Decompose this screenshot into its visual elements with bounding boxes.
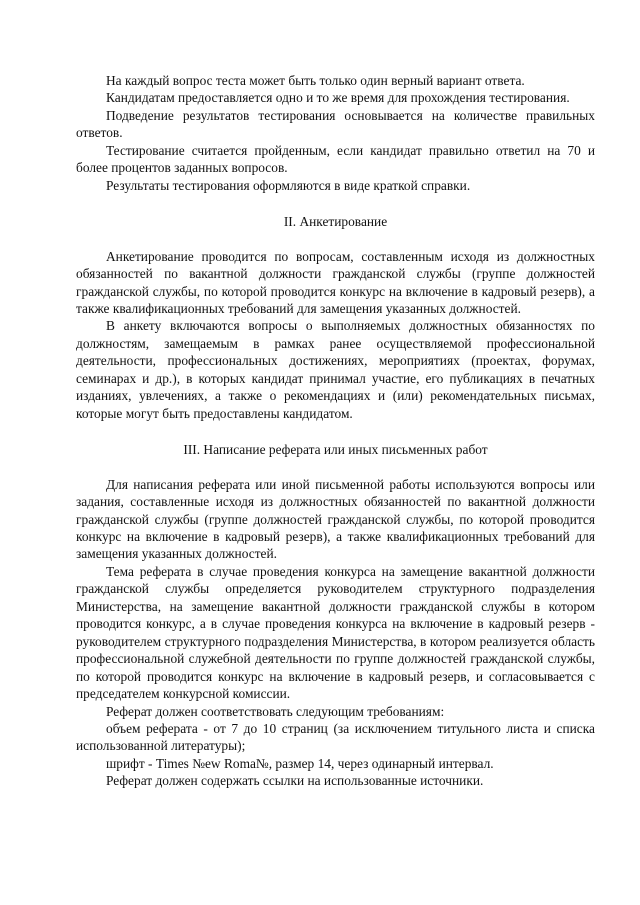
section-3-paragraph-6: Реферат должен содержать ссылки на использованные источники.	[106, 773, 484, 789]
section-3-paragraph-1: Для написания реферата или иной письменной работы используются вопросы или задания, составленные исходя из должностных обязанностей по вакантной должности гражданской службы (группе должностей гражданской службы, по которой проводится конкурс на включение в кадровый резерв), а также квалификационных требований для замещения указанных должностей.	[76, 476, 595, 562]
intro-paragraph-5: Результаты тестирования оформляются в виде краткой справки.	[106, 177, 471, 193]
section-3-paragraph-3: Реферат должен соответствовать следующим требованиям:	[106, 703, 445, 719]
intro-paragraph-1: На каждый вопрос теста может быть только один верный вариант ответа.	[106, 73, 525, 88]
section-2-heading: II. Анкетирование	[283, 214, 388, 230]
section-3-paragraph-2: Тема реферата в случае проведения конкурса на замещение вакантной должности гражданской службы определяется руководителем структурного подразделения Министерства, на замещение вакантной должности гражданской службы в котором проводится конкурс, а в случае проведения конкурса на включение в кадровый резерв - руководителем структурного подразделения Министерства, в котором реализуется область профессиональной служебной деятельности по группе должностей гражданской службы, по которой проводится конкурс на включение в кадровый резерв, и согласовывается с председателем конкурсной комиссии.	[76, 563, 595, 702]
section-2-paragraph-2: В анкету включаются вопросы о выполняемых должностных обязанностях по должностям, замещаемым в рамках ранее осуществляемой профессиональной деятельности, профессиональных достижениях, мероприятиях (проектах, форумах, семинарах и др.), в которых кандидат принимал участие, его публикациях в печатных изданиях, увлечениях, а также о рекомендациях и (или) рекомендательных письмах, которые могут быть предоставлены кандидатом.	[76, 318, 595, 421]
section-3-paragraph-4: объем реферата - от 7 до 10 страниц (за исключением титульного листа и списка использованной литературы);	[76, 720, 595, 754]
intro-paragraph-3: Подведение результатов тестирования основывается на количестве правильных ответов.	[76, 107, 595, 141]
section-3-paragraph-5: шрифт - Times №ew Roma№, размер 14, через одинарный интервал.	[106, 755, 494, 771]
intro-paragraph-4: Тестирование считается пройденным, если кандидат правильно ответил на 70 и более процентов заданных вопросов.	[76, 142, 595, 176]
section-2-paragraph-1: Анкетирование проводится по вопросам, составленным исходя из должностных обязанностей по вакантной должности гражданской службы (группе должностей гражданской службы, по которой проводится конкурс на включение в кадровый резерв), а также квалификационных требований для замещения указанных должностей.	[76, 248, 595, 316]
section-3-heading: III. Написание реферата или иных письменных работ	[183, 442, 488, 458]
intro-paragraph-2: Кандидатам предоставляется одно и то же время для прохождения тестирования.	[106, 90, 570, 106]
document-page	[76, 72, 595, 790]
